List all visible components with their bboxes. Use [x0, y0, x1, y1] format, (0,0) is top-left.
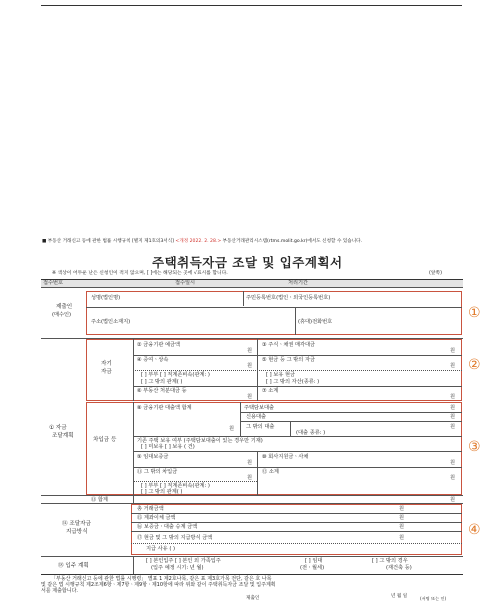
rule [133, 556, 134, 574]
credit-loan-label: 신용대출 [246, 414, 267, 420]
rule [240, 402, 241, 436]
won-unit: 원 [247, 394, 253, 400]
payment-reason-field[interactable]: 지급 사유 ( ) [146, 546, 176, 552]
gift-other-checkbox[interactable]: [ ] 그 밖의 관계( ) [141, 379, 183, 385]
receipt-number-label: 접수번호 [43, 280, 64, 286]
own-funds-sublabel: 자금 [101, 369, 112, 375]
won-unit: 원 [247, 460, 253, 466]
cash-other-checkbox[interactable]: [ ] 그 밖의 자산(종류: ) [266, 379, 320, 385]
marker-4: ④ [468, 522, 481, 538]
declaration-line-1: 「부동산 거래신고 등에 관한 법률 시행령」 별표 1 제2호나목, 같은 표 제3호가목 전단, 같은 호 나목 [51, 576, 272, 582]
existing-house-question: 기존 주택 보유 여부 (주택담보대출이 있는 경우만 기재) [137, 438, 263, 444]
rent-type-label: (전ㆍ월세) [300, 565, 325, 571]
rule [131, 513, 462, 514]
receipt-row [41, 279, 463, 287]
won-unit: 원 [399, 506, 405, 512]
funding-label: ① 자금 [49, 425, 67, 431]
form-reference: ■ 부동산 거래신고 등에 관한 법률 시행규칙 [별지 제1호의3서식] [42, 239, 176, 244]
transfer-amount-field[interactable]: ⑮ 계좌이체 금액 [137, 515, 176, 521]
move-in-plan-label: ⑱ 입주 계획 [58, 563, 89, 569]
funding-sublabel: 조달계획 [52, 433, 74, 439]
signature-field[interactable]: (서명 또는 인) [420, 596, 447, 601]
rule [295, 307, 296, 335]
rule [41, 556, 463, 557]
won-unit: 원 [450, 475, 456, 481]
phone-field[interactable]: (휴대)전화번호 [298, 319, 333, 325]
corporate-support-field[interactable]: ⑩ 회사지원금ㆍ사채 [262, 454, 309, 460]
rule [41, 287, 463, 288]
rent-checkbox[interactable]: [ ] 임대 [305, 558, 323, 564]
rule [257, 451, 258, 495]
rule [133, 495, 134, 503]
other-case-checkbox[interactable]: [ ] 그 밖의 경우 [372, 558, 408, 564]
marker-2: ② [468, 357, 481, 373]
won-unit: 원 [247, 363, 253, 369]
rule [240, 412, 462, 413]
assumed-amount-field[interactable]: ⑯ 보증금ㆍ대출 승계 금액 [137, 524, 198, 530]
won-unit: 원 [450, 460, 456, 466]
won-unit: 원 [450, 405, 456, 411]
existing-house-checkbox[interactable]: [ ] 미보유 [ ] 보유 ( 건) [141, 444, 195, 450]
won-unit: 원 [450, 497, 456, 503]
loans-label: 차입금 등 [93, 437, 117, 443]
loan-type-field[interactable]: (대출 종류: ) [296, 430, 326, 436]
cash-payment-field[interactable]: ⑰ 현금 및 그 밖의 지급방식 금액 [137, 535, 213, 541]
won-unit: 원 [399, 524, 405, 530]
stock-field[interactable]: ③ 주식ㆍ채권 매각대금 [262, 342, 316, 348]
won-unit: 원 [247, 348, 253, 354]
total-transaction-amount-field[interactable]: 총 거래금액 [137, 506, 164, 512]
payment-method-label: ⑭ 조달자금 [62, 521, 91, 527]
cash-hold-checkbox[interactable]: [ ] 보유 현금 [266, 372, 296, 378]
processing-period-label: 처리기간 [288, 280, 309, 286]
page-label: (앞쪽) [429, 271, 443, 276]
won-unit: 원 [399, 515, 405, 521]
rule [133, 386, 462, 387]
applicant-label: 제출인 [56, 304, 73, 310]
won-unit: 원 [450, 414, 456, 420]
top-rule [41, 5, 462, 6]
won-unit: 원 [229, 426, 235, 432]
other-borrowing-field[interactable]: ⑪ 그 밖의 차입금 [137, 469, 178, 475]
rule [133, 481, 257, 482]
gift-field[interactable]: ④ 증여ㆍ상속 [137, 357, 169, 363]
funding-total-label: ⑬ 합계 [91, 497, 108, 503]
date-line: 년 월 일 [391, 594, 408, 599]
rule [131, 531, 462, 532]
name-field[interactable]: 성명(법인명) [91, 295, 121, 301]
move-in-date-field[interactable]: (입주 예정 시기: 년 월) [151, 565, 204, 571]
revision-date: <개정 2022. 2. 28.> [175, 239, 222, 244]
won-unit: 원 [450, 394, 456, 400]
declaration-line-3: 서를 제출합니다. [41, 588, 78, 594]
notice-text: ※ 색상이 어두운 난은 신청인이 적지 않으며, [ ]에는 해당되는 곳에 √표시를 합니다. [52, 271, 228, 276]
rule [41, 495, 463, 496]
table-top-border [41, 279, 463, 280]
rule [131, 522, 462, 523]
online-note: 부동산거래관리시스템(rtms.molit.go.kr)에서도 신청할 수 있습니다. [221, 239, 363, 244]
cash-field[interactable]: ⑤ 현금 등 그 밖의 자금 [262, 357, 315, 363]
won-unit: 원 [450, 348, 456, 354]
other-loan-label: 그 밖의 대출 [246, 424, 275, 430]
gift-relation-checkbox[interactable]: [ ] 부부 [ ] 직계존비속(관계: ) [141, 372, 210, 378]
registration-number-field[interactable]: 주민등록번호(법인ㆍ외국인등록번호) [246, 295, 331, 301]
payment-method-sublabel: 지급방식 [66, 529, 88, 535]
rule [131, 543, 462, 544]
rule [133, 451, 462, 452]
rule [290, 421, 291, 436]
rule [240, 421, 462, 422]
mortgage-loan-label: 주택담보대출 [244, 405, 275, 411]
borrowing-relation-checkbox[interactable]: [ ] 부부 [ ] 직계존비속(관계: ) [141, 483, 210, 489]
page-title: 주택취득자금 조달 및 입주계획서 [152, 255, 343, 270]
marker-1: ① [468, 305, 481, 321]
hidden-overflow-guard [41, 598, 42, 599]
won-unit: 원 [450, 424, 456, 430]
form-header-note [42, 239, 362, 245]
borrowing-other-relation-checkbox[interactable]: [ ] 그 밖의 관계( ) [141, 489, 183, 495]
rule [133, 436, 462, 437]
receipt-date-label: 접수일시 [175, 280, 196, 286]
rule [133, 355, 462, 356]
declaration-line-2: 및 같은 법 시행규칙 제2조제6항ㆍ제7항ㆍ제9항ㆍ제10항에 따라 위와 같이 주택취득자금 조달 및 입주계획 [41, 582, 276, 588]
deposit-field[interactable]: ② 금융기관 예금액 [137, 342, 181, 348]
loan-subtotal-field[interactable]: ⑫ 소계 [262, 469, 279, 475]
other-case-label: (재건축 등) [386, 565, 412, 571]
won-unit: 원 [247, 475, 253, 481]
address-field[interactable]: 주소(법인소재지) [91, 319, 131, 325]
rule [133, 467, 462, 468]
rule [243, 291, 244, 306]
lease-deposit-field[interactable]: ⑨ 임대보증금 [137, 454, 169, 460]
won-unit: 원 [450, 363, 456, 369]
rule [41, 574, 463, 575]
submitter-label: 제출인 [246, 596, 260, 601]
bank-loan-total-field[interactable]: ⑧ 금융기관 대출액 합계 [137, 405, 192, 411]
self-move-in-checkbox[interactable]: [ ] 본인입주 [ ] 본인 외 가족입주 [146, 558, 221, 564]
own-subtotal-field[interactable]: ⑦ 소계 [262, 388, 279, 394]
rule [133, 370, 462, 371]
won-unit: 원 [399, 535, 405, 541]
marker-3: ③ [468, 439, 481, 455]
realestate-field[interactable]: ⑥ 부동산 처분대금 등 [137, 388, 187, 394]
rule [86, 307, 462, 308]
applicant-sublabel: (매수인) [52, 312, 72, 318]
own-funds-label: 자기 [101, 361, 112, 367]
